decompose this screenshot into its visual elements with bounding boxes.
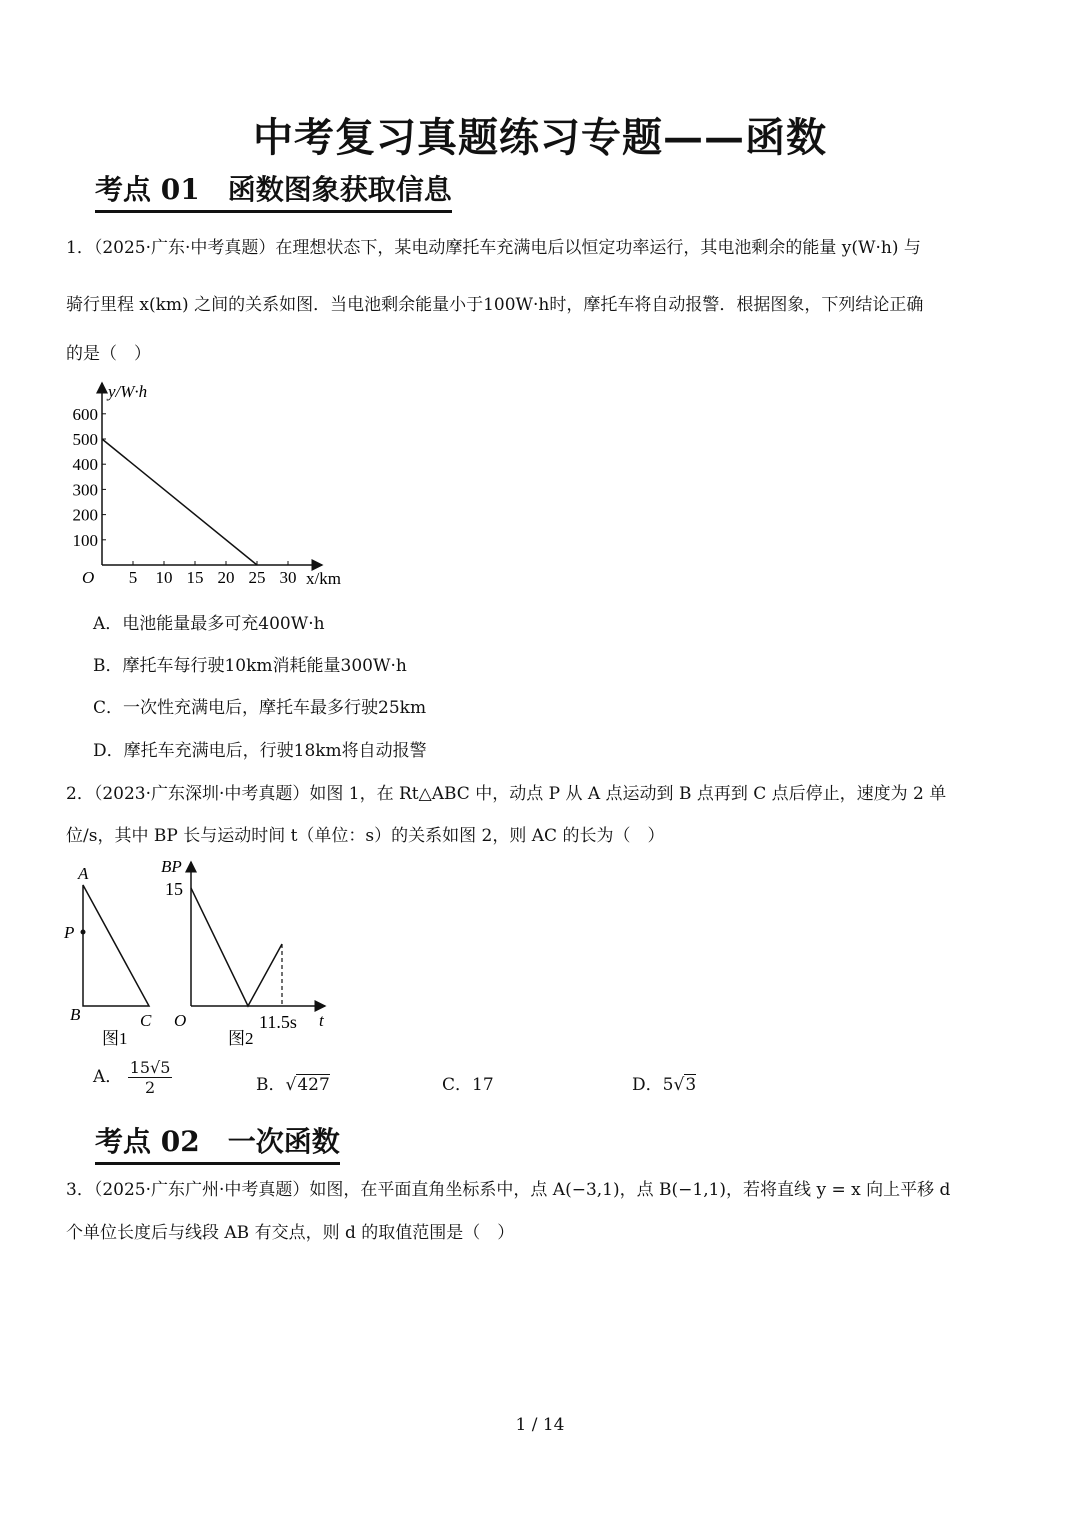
point-p (81, 930, 86, 935)
figure-2-graph (161, 857, 325, 1048)
figure-1-triangle (63, 864, 152, 1048)
q1-option-c[interactable]: C．一次性充满电后，摩托车最多行驶25km (93, 698, 427, 718)
x-axis-label: x/km (306, 569, 341, 588)
y-axis-label: y/W·h (108, 382, 148, 401)
section-heading-1 (95, 168, 452, 213)
label-p: P (64, 923, 75, 942)
x-tick-label: 10 (155, 568, 173, 587)
fig2-xlabel: t (319, 1011, 324, 1030)
y-tick-label: 500 (72, 430, 98, 449)
q3-line2: 个单位长度后与线段 AB 有交点，则 d 的取值范围是（ ） (66, 1223, 515, 1243)
fraction (128, 1058, 173, 1097)
x-tick-label: 5 (128, 568, 138, 587)
sqrt-radicand: 427 (297, 1075, 330, 1095)
x-tick-label: 25 (248, 568, 266, 587)
q1-option-d[interactable]: D．摩托车充满电后，行驶18km将自动报警 (93, 741, 427, 761)
fraction-denominator: 2 (144, 1078, 156, 1097)
series-line (102, 439, 257, 565)
y-tick-label: 200 (72, 505, 98, 525)
coefficient: 5 (662, 1075, 674, 1095)
y-tick-label: 600 (72, 404, 98, 424)
label-b: B (70, 1005, 81, 1024)
fraction-numerator: 15√5 (129, 1058, 171, 1077)
fig2-origin: O (174, 1011, 187, 1030)
caption-fig1: 图1 (102, 1029, 128, 1048)
q2-option-c[interactable]: C．17 (442, 1075, 494, 1095)
q2-option-b[interactable] (256, 1070, 330, 1095)
y-tick-label: 300 (72, 480, 98, 500)
section-name: 一次函数 (227, 1125, 340, 1158)
q1-chart (60, 375, 360, 595)
x-tick-label: 15 (186, 568, 204, 587)
q1-option-b[interactable]: B．摩托车每行驶10km消耗能量300W·h (93, 656, 407, 676)
origin-label: O (82, 568, 95, 587)
q2-line1: 2．（2023·广东深圳·中考真题）如图 1，在 Rt△ABC 中，动点 P 从 A 点运动到 B 点再到 C 点后停止，速度为 2 单 (66, 784, 947, 804)
q1-line3: 的是（ ） (66, 344, 151, 364)
q2-figures (60, 852, 360, 1052)
section-label: 考点 01 (95, 173, 200, 206)
q2-line2: 位/s，其中 BP 长与运动时间 t（单位：s）的关系如图 2，则 AC 的长为（ ） (66, 826, 665, 846)
y-tick-label: 400 (72, 455, 98, 475)
section-label: 考点 02 (95, 1125, 200, 1158)
fig2-ylabel: BP (161, 857, 182, 876)
label-c: C (140, 1011, 152, 1030)
q3-line1: 3．（2025·广东广州·中考真题）如图，在平面直角坐标系中，点 A(−3,1)，点 B(−1,1)，若将直线 y = x 向上平移 d (66, 1180, 951, 1200)
q1-option-a[interactable]: A．电池能量最多可充400W·h (93, 614, 325, 634)
y-tick-label: 100 (72, 530, 98, 550)
x-tick-label: 30 (279, 568, 297, 587)
label-a: A (78, 864, 89, 883)
sqrt-radicand: 3 (685, 1075, 697, 1095)
triangle-abc (83, 885, 149, 1006)
sqrt-symbol: √ (285, 1075, 297, 1095)
fig2-xval: 11.5s (259, 1012, 297, 1032)
q2-option-a[interactable] (93, 1058, 172, 1097)
x-tick-label: 20 (217, 568, 235, 587)
fig2-graph-line (191, 888, 282, 1006)
fig2-yval: 15 (165, 879, 183, 899)
q2-option-d[interactable] (632, 1070, 696, 1095)
section-heading-2 (95, 1120, 340, 1165)
page-title: 中考复习真题练习专题——函数 (253, 114, 827, 161)
section-name: 函数图象获取信息 (227, 173, 452, 206)
option-prefix: A． (93, 1067, 123, 1087)
q1-line1: 1．（2025·广东·中考真题）在理想状态下，某电动摩托车充满电后以恒定功率运行，其电池剩余的能量 y(W·h) 与 (66, 238, 921, 258)
sqrt-symbol: √ (673, 1075, 685, 1095)
option-prefix: D． (632, 1075, 663, 1095)
q1-line2: 骑行里程 x(km) 之间的关系如图．当电池剩余能量小于100W·h时，摩托车将自动报警．根据图象，下列结论正确 (66, 295, 924, 315)
option-prefix: B． (256, 1075, 286, 1095)
page-number: 1 / 14 (515, 1415, 565, 1435)
caption-fig2: 图2 (228, 1029, 254, 1048)
